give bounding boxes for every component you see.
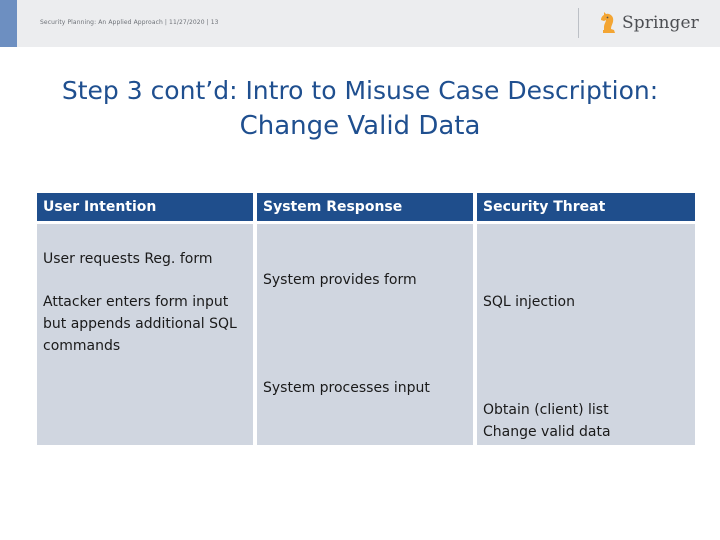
- security-threat-item-2-line-2: Change valid data: [483, 424, 611, 440]
- user-intention-item-2-line-2: but appends additional SQL: [43, 316, 237, 332]
- system-response-item-1: System provides form: [263, 272, 417, 288]
- user-intention-item-2-line-1: Attacker enters form input: [43, 294, 229, 310]
- springer-logo: [599, 10, 699, 36]
- slide-title: [20, 74, 700, 145]
- header-divider: [578, 8, 579, 38]
- security-threat-item-1: SQL injection: [483, 294, 575, 310]
- user-intention-item-1: User requests Reg. form: [43, 251, 213, 267]
- cell-security-threat: [477, 224, 695, 445]
- cell-system-response: [257, 224, 473, 445]
- column-header-security-threat: Security Threat: [477, 193, 695, 221]
- springer-logo-text: Springer: [622, 13, 699, 33]
- title-line-2: Change Valid Data: [239, 111, 481, 141]
- springer-knight-icon: [599, 11, 619, 35]
- title-line-1: Step 3 cont’d: Intro to Misuse Case Description:: [61, 76, 659, 105]
- system-response-item-2: System processes input: [263, 380, 430, 396]
- slide-meta: Security Planning: An Applied Approach | 11/27/2020 | 13: [40, 19, 219, 26]
- column-header-system-response: System Response: [257, 193, 473, 221]
- misuse-case-table: [37, 193, 695, 445]
- cell-user-intention: [37, 224, 253, 445]
- user-intention-item-2-line-3: commands: [43, 338, 121, 354]
- security-threat-item-2-line-1: Obtain (client) list: [483, 402, 609, 418]
- left-accent-bar: [0, 0, 17, 47]
- column-header-user-intention: User Intention: [37, 193, 253, 221]
